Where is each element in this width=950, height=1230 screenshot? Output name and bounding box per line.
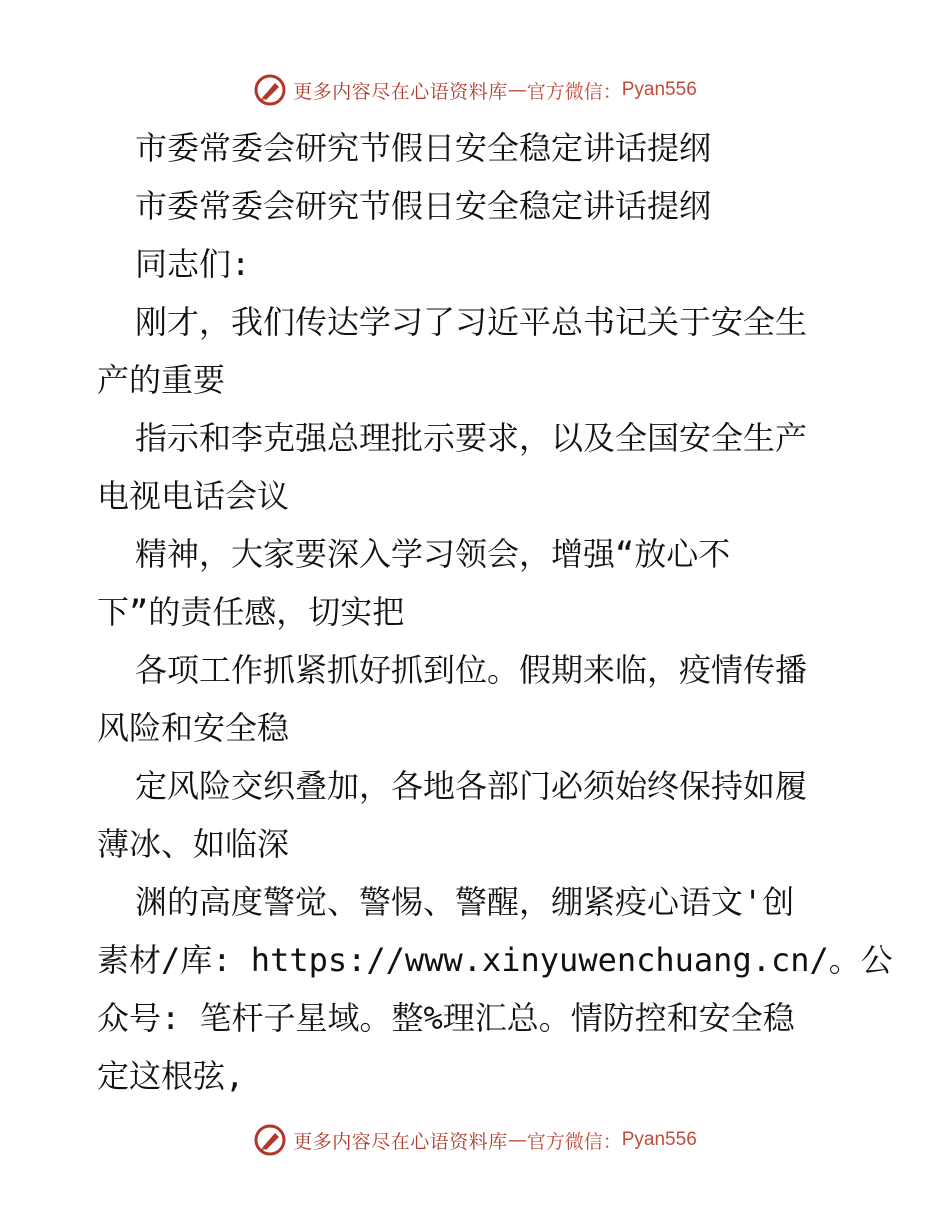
doc-line: 各项工作抓紧抓好抓到位。假期来临，疫情传播 xyxy=(135,651,808,689)
footer-banner xyxy=(0,1120,950,1160)
doc-line: 刚才，我们传达学习了习近平总书记关于安全生 xyxy=(135,303,808,341)
doc-title: 市委常委会研究节假日安全稳定讲话提纲 xyxy=(135,129,712,167)
doc-line: 下”的责任感，切实把 xyxy=(97,593,405,631)
doc-line: 渊的高度警觉、警惕、警醒，绷紧疫心语文'创 xyxy=(135,883,795,921)
doc-line: 薄冰、如临深 xyxy=(97,825,290,863)
banner-wechat-id: Pyan556 xyxy=(621,1129,697,1150)
banner-wechat-label: 官方微信： xyxy=(526,80,622,103)
pen-logo-icon xyxy=(253,1123,287,1157)
doc-line: 风险和安全稳 xyxy=(97,709,290,747)
doc-title-repeat: 市委常委会研究节假日安全稳定讲话提纲 xyxy=(135,187,712,225)
banner-dash: — xyxy=(507,79,527,101)
doc-line: 产的重要 xyxy=(97,361,226,399)
doc-line: 电视电话会议 xyxy=(97,477,290,515)
doc-line: 众号: 笔杆子星域。整%理汇总。情防控和安全稳 xyxy=(97,999,795,1037)
doc-line: 素材/库: https://www.xinyuwenchuang.cn/。公 xyxy=(97,941,893,979)
doc-line: 精神，大家要深入学习领会，增强“放心不 xyxy=(135,535,731,573)
banner-dash: — xyxy=(507,1129,527,1151)
doc-salutation: 同志们: xyxy=(135,245,251,283)
doc-line: 定这根弦, xyxy=(97,1057,245,1095)
pen-logo-icon xyxy=(253,73,287,107)
banner-slogan: 更多内容尽在心语资料库 xyxy=(293,1130,508,1153)
banner-slogan: 更多内容尽在心语资料库 xyxy=(293,80,508,103)
banner-wechat-id: Pyan556 xyxy=(621,79,697,100)
header-banner xyxy=(0,70,950,110)
doc-line: 定风险交织叠加，各地各部门必须始终保持如履 xyxy=(135,767,808,805)
banner-wechat-label: 官方微信： xyxy=(526,1130,622,1153)
doc-line: 指示和李克强总理批示要求，以及全国安全生产 xyxy=(135,419,808,457)
